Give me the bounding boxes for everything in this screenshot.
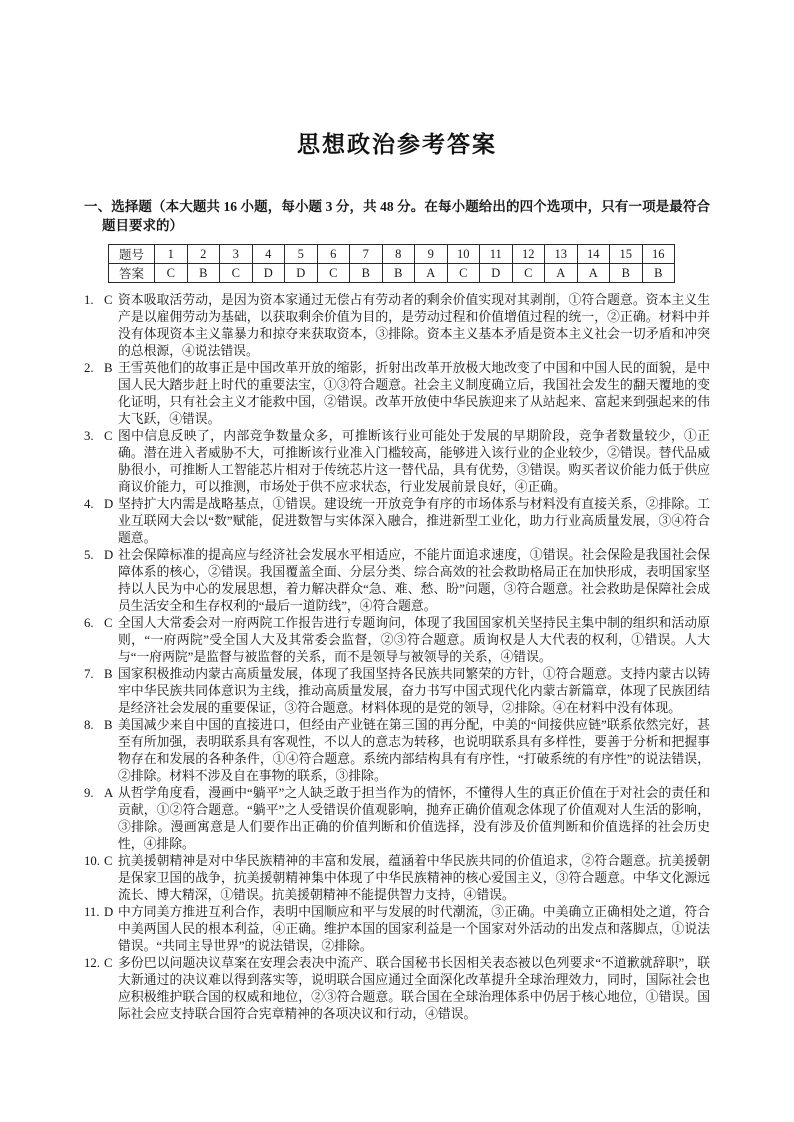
question-number-cell: 15	[610, 245, 643, 264]
explanation-item-8	[84, 717, 710, 785]
answer-cell: C	[220, 264, 253, 283]
explanation-text: 坚持扩大内需是战略基点，①错误。建设统一开放竞争有序的市场体系与材料没有直接关系，②排除。工业互联网大会以“数”赋能，促进数智与实体深入融合，推进新型工业化，助力行业高质量发展，③④符合题意。	[118, 497, 710, 545]
explanation-answer: B	[104, 718, 113, 732]
explanation-answer: C	[104, 293, 113, 307]
answer-cell: C	[512, 264, 545, 283]
explanation-number: 4.	[84, 497, 94, 511]
answer-cell: A	[415, 264, 448, 283]
explanation-item-9	[84, 785, 710, 853]
explanation-answer: C	[104, 429, 113, 443]
question-number-cell: 8	[382, 245, 415, 264]
explanation-number: 6.	[84, 616, 94, 630]
explanation-answer: C	[104, 854, 113, 868]
explanation-text: 美国减少来自中国的直接进口，但经由产业链在第三国的再分配，中美的“间接供应链”联系依然完好，甚至有所加强，表明联系具有客观性，不以人的意志为转移，也说明联系具有多样性，要善于分析和把握事物存在和发展的各种条件，①④符合题意。系统内部结构具有有序性，“打破系统的有序性”的说法错误，②排除。材料不涉及自在事物的联系，③排除。	[118, 718, 710, 783]
explanation-number: 9.	[84, 786, 94, 800]
explanation-text: 王雪英他们的故事正是中国改革开放的缩影，折射出改革开放极大地改变了中国和中国人民的面貌，是中国人民大踏步赶上时代的重要法宝，①③符合题意。社会主义制度确立后，我国社会发生的翻天覆地的变化证明，只有社会主义才能救中国，②错误。改革开放使中华民族迎来了从站起来、富起来到强起来的伟大飞跃，④错误。	[118, 361, 710, 426]
answer-cell: A	[545, 264, 578, 283]
answer-cell: D	[480, 264, 513, 283]
explanation-number: 8.	[84, 718, 94, 732]
question-number-cell: 9	[415, 245, 448, 264]
answer-cell: B	[642, 264, 675, 283]
explanation-number: 5.	[84, 548, 94, 562]
answer-cell: B	[350, 264, 383, 283]
answer-table	[108, 244, 675, 283]
explanation-item-10	[84, 853, 710, 904]
explanation-answer: D	[104, 905, 114, 919]
explanation-answer: C	[104, 956, 113, 970]
row-label-answer: 答案	[109, 264, 155, 283]
question-number-cell: 7	[350, 245, 383, 264]
explanation-answer: B	[104, 361, 113, 375]
explanation-number: 3.	[84, 429, 94, 443]
explanation-item-5	[84, 547, 710, 615]
question-number-cell: 5	[285, 245, 318, 264]
question-number-cell: 3	[220, 245, 253, 264]
explanation-text: 全国人大常委会对一府两院工作报告进行专题询问，体现了我国国家机关坚持民主集中制的组织和活动原则，“一府两院”受全国人大及其常委会监督，②③符合题意。质询权是人大代表的权利，①错误。人大与“一府两院”是监督与被监督的关系，而不是领导与被领导的关系，④错误。	[118, 616, 710, 664]
answer-table-row-answers	[109, 264, 675, 283]
explanation-number: 11.	[84, 905, 100, 919]
explanation-number: 7.	[84, 667, 94, 681]
explanation-item-2	[84, 360, 710, 428]
explanation-text: 抗美援朝精神是对中华民族精神的丰富和发展，蕴涵着中华民族共同的价值追求，②符合题意。抗美援朝是保家卫国的战争，抗美援朝精神集中体现了中华民族精神的核心爱国主义，③符合题意。中华文化源远流长、博大精深，①错误。抗美援朝精神不能提供智力支持，④错误。	[118, 854, 710, 902]
explanation-item-4	[84, 496, 710, 547]
answer-cell: C	[447, 264, 480, 283]
explanation-number: 12.	[84, 956, 100, 970]
explanation-text: 从哲学角度看，漫画中“躺平”之人缺乏敢于担当作为的情怀，不懂得人生的真正价值在于对社会的责任和贡献，①②符合题意。“躺平”之人受错误价值观影响，抛弃正确价值观念体现了价值观对人生活的影响，③排除。漫画寓意是人们要作出正确的价值判断和价值选择，没有涉及价值判断和价值选择的社会历史性，④排除。	[118, 786, 710, 851]
explanation-text: 社会保障标准的提高应与经济社会发展水平相适应，不能片面追求速度，①错误。社会保险是我国社会保障体系的核心，②错误。我国覆盖全面、分层分类、综合高效的社会救助格局正在加快形成，表明国家坚持以人民为中心的发展思想，着力解决群众“急、难、愁、盼”问题，③符合题意。社会救助是保障社会成员生活安全和生存权利的“最后一道防线”，④符合题意。	[118, 548, 710, 613]
explanation-number: 1.	[84, 293, 94, 307]
explanation-number: 10.	[84, 854, 100, 868]
answer-cell: D	[252, 264, 285, 283]
answer-cell: B	[382, 264, 415, 283]
question-number-cell: 6	[317, 245, 350, 264]
answer-cell: C	[317, 264, 350, 283]
question-number-cell: 12	[512, 245, 545, 264]
explanation-answer: D	[104, 548, 114, 562]
explanation-text: 图中信息反映了，内部竞争数量众多，可推断该行业可能处于发展的早期阶段，竞争者数量较少，①正确。潜在进入者威胁不大，可推断该行业准入门槛较高，能够进入该行业的企业较少，②错误。替代品威胁很小，可推断人工智能芯片相对于传统芯片这一替代品，具有优势，③错误。购买者议价能力低于供应商议价能力，可以推测，市场处于供不应求状态，行业发展前景良好，④正确。	[118, 429, 710, 494]
explanation-answer: D	[104, 497, 114, 511]
section-heading: 一、选择题（本大题共 16 小题，每小题 3 分，共 48 分。在每小题给出的四个选项中，只有一项是最符合题目要求的）	[84, 199, 710, 233]
answer-cell: A	[577, 264, 610, 283]
question-number-cell: 2	[187, 245, 220, 264]
question-number-cell: 4	[252, 245, 285, 264]
explanation-text: 中方同美方推进互利合作，表明中国顺应和平与发展的时代潮流，③正确。中美确立正确相处之道，符合中美两国人民的根本利益，④正确。维护本国的国家利益是一个国家对外活动的出发点和落脚点，①说法错误。“共同主导世界”的说法错误，②排除。	[118, 905, 710, 953]
explanation-answer: C	[104, 616, 113, 630]
question-number-cell: 10	[447, 245, 480, 264]
question-number-cell: 11	[480, 245, 513, 264]
explanation-item-7	[84, 666, 710, 717]
explanation-text: 国家积极推动内蒙古高质量发展，体现了我国坚持各民族共同繁荣的方针，①符合题意。支持内蒙古以铸牢中华民族共同体意识为主线，推动高质量发展，奋力书写中国式现代化内蒙古新篇章，体现了民族团结是经济社会发展的重要保证，③符合题意。材料体现的是党的领导，②排除。④在材料中没有体现。	[118, 667, 710, 715]
document-title: 思想政治参考答案	[297, 132, 497, 157]
explanation-answer: B	[104, 667, 113, 681]
answer-cell: B	[187, 264, 220, 283]
explanation-item-3	[84, 428, 710, 496]
explanation-text: 资本吸取活劳动，是因为资本家通过无偿占有劳动者的剩余价值实现对其剥削，①符合题意。资本主义生产是以雇佣劳动为基础，以获取剩余价值为目的，是劳动过程和价值增值过程的统一，②正确。材料中并没有体现资本主义靠暴力和掠夺来获取资本，③排除。资本主义基本矛盾是资本主义社会一切矛盾和冲突的总根源，④说法错误。	[118, 293, 710, 358]
answer-cell: B	[610, 264, 643, 283]
explanations-list	[84, 292, 710, 1023]
answer-cell: C	[155, 264, 188, 283]
explanation-item-12	[84, 955, 710, 1023]
question-number-cell: 13	[545, 245, 578, 264]
answer-cell: D	[285, 264, 318, 283]
explanation-number: 2.	[84, 361, 94, 375]
row-label-question-number: 题号	[109, 245, 155, 264]
explanation-item-6	[84, 615, 710, 666]
explanation-answer: A	[104, 786, 114, 800]
question-number-cell: 1	[155, 245, 188, 264]
explanation-item-11	[84, 904, 710, 955]
question-number-cell: 14	[577, 245, 610, 264]
answer-table-row-numbers	[109, 245, 675, 264]
question-number-cell: 16	[642, 245, 675, 264]
explanation-item-1	[84, 292, 710, 360]
explanation-text: 多份巴以问题决议草案在安理会表决中流产、联合国秘书长因相关表态被以色列要求“不道歉就辞职”，联大新通过的决议难以得到落实等，说明联合国应通过全面深化改革提升全球治理效力，同时，国际社会也应积极维护联合国的权威和地位，②③符合题意。联合国在全球治理体系中仍居于核心地位，①错误。国际社会应支持联合国符合宪章精神的各项决议和行动，④错误。	[118, 956, 710, 1021]
